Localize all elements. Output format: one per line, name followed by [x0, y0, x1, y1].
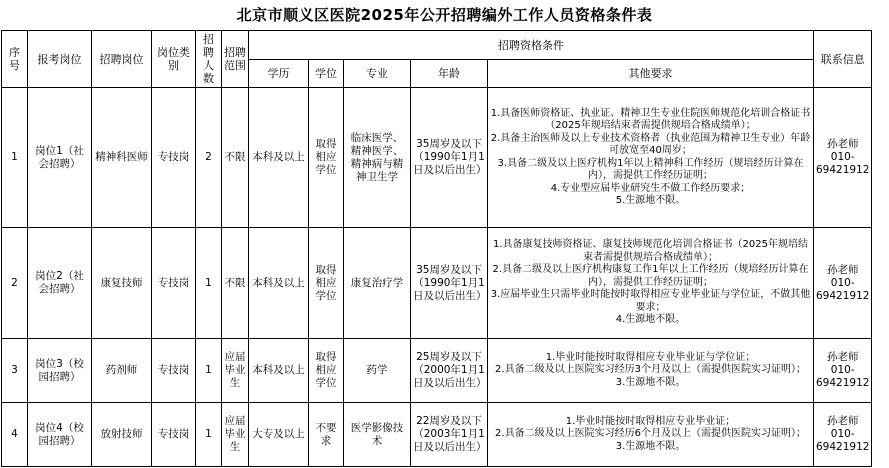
cell-major: 临床医学、精神医学、精神病与精神卫生学: [344, 88, 411, 228]
requirement-item: 3.生源地不限。: [615, 376, 686, 388]
cell-scope: 应届毕业生: [222, 339, 249, 403]
cell-scope: 不限: [222, 228, 249, 339]
requirement-item: 2.具备二级及以上医院实习经历3个月及以上（需提供医院实习证明）；: [495, 364, 806, 376]
cell-count: 2: [196, 88, 222, 228]
cell-education: 本科及以上: [249, 339, 309, 403]
requirement-item: 2.具备二级及以上医疗机构康复工作1年以上工作经历（规培经历计算在内），需提供工作经历证明；: [492, 264, 809, 288]
cell-scope: 应届毕业生: [222, 403, 249, 467]
cell-contact: 孙老师010-69421912: [814, 403, 872, 467]
requirement-item: 4.生源地不限。: [615, 314, 686, 326]
requirement-item: 1.具备康复技师资格证、康复技师规范化培训合格证书（2025年规培结束者需提供规培合格成绩单）；: [493, 239, 808, 263]
page-title: 北京市顺义区医院2025年公开招聘编外工作人员资格条件表: [236, 6, 653, 24]
header-seq: 序号: [2, 31, 28, 88]
cell-post: 岗位3（校园招聘）: [28, 339, 92, 403]
requirement-item: 2.具备主治医师及以上专业技术资格者（执业范围为精神卫生专业）年龄可放宽至40周岁；: [490, 132, 811, 156]
cell-age: 35周岁及以下（1990年1月1日及以后出生）: [411, 228, 488, 339]
header-category: 岗位类别: [152, 31, 196, 88]
cell-category: 专技岗: [152, 228, 196, 339]
cell-degree: 取得相应学位: [309, 228, 344, 339]
cell-degree: 取得相应学位: [309, 88, 344, 228]
cell-age: 25周岁及以下（2000年1月1日及以后出生）: [411, 339, 488, 403]
cell-education: 本科及以上: [249, 228, 309, 339]
cell-count: 1: [196, 339, 222, 403]
qualification-table: [1, 30, 872, 467]
cell-seq: 3: [2, 339, 28, 403]
cell-category: 专技岗: [152, 339, 196, 403]
requirement-item: 3.应届毕业生只需毕业时能按时取得相应专业毕业证与学位证，不做其他要求；: [490, 289, 811, 313]
requirement-item: 2.具备二级及以上医院实习经历6个月及以上（需提供医院实习证明）；: [495, 428, 806, 440]
header-scope: 招聘范围: [222, 31, 249, 88]
table-row: [2, 339, 872, 403]
header-post: 报考岗位: [28, 31, 92, 88]
cell-age: 22周岁及以下（2003年1月1日及以后出生）: [411, 403, 488, 467]
cell-major: 康复治疗学: [344, 228, 411, 339]
cell-post: 岗位4（校园招聘）: [28, 403, 92, 467]
cell-post: 岗位1（社会招聘）: [28, 88, 92, 228]
requirement-item: 3.生源地不限。: [615, 440, 686, 452]
header-major: 专业: [344, 60, 411, 88]
cell-seq: 2: [2, 228, 28, 339]
table-row: [2, 228, 872, 339]
cell-position: 药剂师: [92, 339, 152, 403]
requirement-item: 4.专业型应届毕业研究生不做工作经历要求；: [550, 182, 751, 194]
header-contact: 联系信息: [814, 31, 872, 88]
cell-position: 放射技师: [92, 403, 152, 467]
header-qualification: 招聘资格条件: [249, 31, 814, 60]
requirement-item: 3.具备二级及以上医疗机构1年以上精神科工作经历（规培经历计算在内），需提供工作经历证明；: [497, 157, 804, 181]
cell-post: 岗位2（社会招聘）: [28, 228, 92, 339]
header-count: 招聘人数: [196, 31, 222, 88]
cell-seq: 1: [2, 88, 28, 228]
cell-seq: 4: [2, 403, 28, 467]
cell-major: 药学: [344, 339, 411, 403]
cell-education: 大专及以上: [249, 403, 309, 467]
header-education: 学历: [249, 60, 309, 88]
requirement-item: 1.具备医师资格证、执业证、精神卫生专业住院医师规范化培训合格证书（2025年规培结束者需提供规培合格成绩单）；: [490, 107, 811, 131]
cell-category: 专技岗: [152, 88, 196, 228]
cell-contact: 孙老师010-69421912: [814, 228, 872, 339]
table-row: [2, 403, 872, 467]
header-age: 年龄: [411, 60, 488, 88]
requirement-item: 1.毕业时能按时取得相应专业毕业证与学位证；: [545, 351, 756, 363]
cell-count: 1: [196, 228, 222, 339]
header-other: 其他要求: [488, 60, 814, 88]
header-position: 招聘岗位: [92, 31, 152, 88]
cell-position: 精神科医师: [92, 88, 152, 228]
cell-contact: 孙老师010-69421912: [814, 339, 872, 403]
cell-category: 专技岗: [152, 403, 196, 467]
cell-position: 康复技师: [92, 228, 152, 339]
cell-degree: 取得相应学位: [309, 339, 344, 403]
cell-major: 医学影像技术: [344, 403, 411, 467]
requirement-item: 1.毕业时能按时取得相应专业毕业证；: [565, 415, 736, 427]
header-degree: 学位: [309, 60, 344, 88]
cell-education: 本科及以上: [249, 88, 309, 228]
cell-other-requirements: [488, 88, 814, 228]
cell-contact: 孙老师010-69421912: [814, 88, 872, 228]
cell-degree: 不要求: [309, 403, 344, 467]
cell-count: 1: [196, 403, 222, 467]
cell-other-requirements: [488, 228, 814, 339]
requirement-item: 5.生源地不限。: [615, 195, 686, 206]
cell-other-requirements: [488, 339, 814, 403]
cell-scope: 不限: [222, 88, 249, 228]
table-row: [2, 88, 872, 228]
cell-other-requirements: [488, 403, 814, 467]
cell-age: 35周岁及以下（1990年1月1日及以后出生）: [411, 88, 488, 228]
